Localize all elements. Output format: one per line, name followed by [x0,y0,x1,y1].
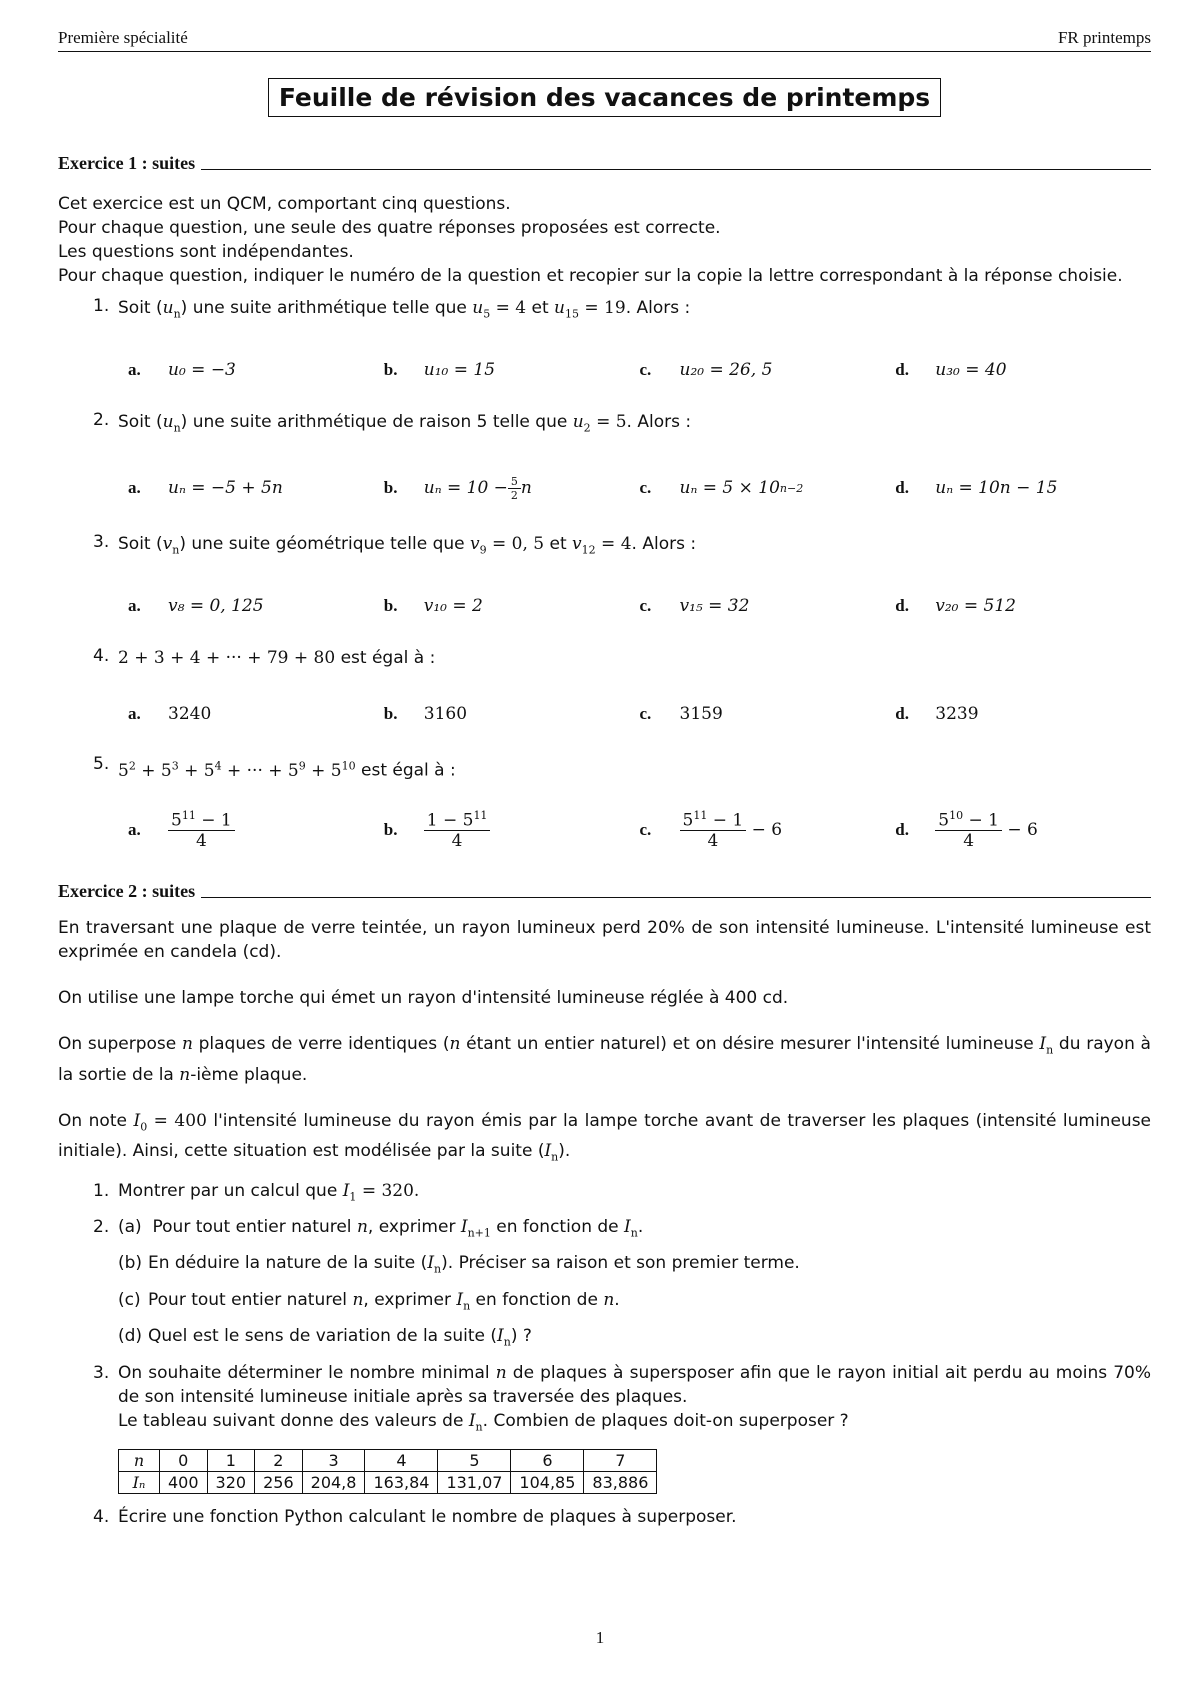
heading-rule [201,897,1151,898]
intro-line: Pour chaque question, une seule des quatre réponses proposées est correcte. [58,218,721,238]
answer-b: b. v₁₀ = 2 [383,596,483,617]
answer-d: d. v₂₀ = 512 [895,596,1016,617]
question-text: Soit $(v_n)$ une suite géométrique telle que $v_9 = 0$, 5 et $v_{12} = 4$. Alors : [118,533,697,557]
question-5 [58,754,1151,851]
question-2 [58,410,1151,501]
task-2: 2. (a) Pour tout entier naturel n, exprimer $I_{n+1}$ en fonction de $I_n$. [93,1217,644,1240]
answer-d: d. uₙ = 10n − 15 [895,478,1058,499]
answer-row [58,809,1151,852]
answer-c: c. $\frac{5^{11} - 1}{4}$ − 6 [639,808,783,852]
question-3 [58,532,1151,616]
header-left: Première spécialité [58,28,188,47]
answer-a: a. u₀ = −3 [128,360,236,381]
question-list [58,296,1151,851]
question-text: $5^2 + 5^3 + 5^4$ + ··· + $5^9 + 5^{10}$ est égal à : [118,759,456,781]
table-row: Iₙ 400 320 256 204,8 163,84 131,07 104,85 83,886 [119,1472,657,1494]
answer-row [58,596,1151,616]
question-number: 2. [93,410,110,431]
task-3: 3. On souhaite déterminer le nombre minimal n de plaques à supersposer afin que le rayon initial ait perdu au moins 70% de son intensité lumineuse initiale après sa traversée des plaques. Le tableau suivant donne des valeurs de $I_n$. Combien de plaques doit-on superposer ? [93,1362,1151,1433]
paragraph: On utilise une lampe torche qui émet un rayon d'intensité lumineuse réglée à 400 cd. [58,988,789,1009]
answer-a: a. uₙ = −5 + 5n [128,478,283,499]
paragraph: On note $I_0 = 400$ l'intensité lumineuse du rayon émis par la lampe torche avant de traverser les plaques (intensité lumineuse initiale). Ainsi, cette situation est modélisée par la suite $(I_n)$. [58,1110,1152,1164]
task-1: 1. Montrer par un calcul que $I_1 = 320$. [93,1180,420,1204]
values-table [118,1449,657,1494]
answer-b: b. $\frac{1 - 5^{11}}{4}$ [384,809,640,852]
paragraph: On superpose n plaques de verre identiques (n étant un entier naturel) et on désire mesurer l'intensité lumineuse $I_n$ du rayon à la sortie de la n-ième plaque. [58,1034,1151,1085]
question-number: 5. [93,754,110,775]
exercise-2-title: Exercice 2 : suites [58,881,196,902]
answer-row [58,704,1151,724]
answer-d: d. 3239 [895,704,979,725]
answer-a: a. $\frac{5^{11} - 1}{4}$ [128,809,384,852]
title-area [58,78,1151,117]
question-number: 3. [93,531,110,552]
question-1 [58,296,1151,380]
question-text: Soit $(u_n)$ une suite arithmétique de raison 5 telle que $u_2 = 5$. Alors : [118,412,692,435]
answer-c: c. uₙ = 5 × 10 n−2 [639,478,804,499]
answer-b: b. uₙ = 10 − $\frac{5}{2}$ n [383,474,532,502]
question-number: 4. [93,646,110,667]
exercise-1-intro [58,192,1151,288]
document-page [58,28,1151,1532]
task-list [58,1176,1151,1532]
answer-c: c. 3159 [639,704,723,725]
task-4: 4. Écrire une fonction Python calculant le nombre de plaques à superposer. [93,1507,737,1527]
paragraph: En traversant une plaque de verre teintée, un rayon lumineux perd 20% de son intensité lumineuse. L'intensité lumineuse est exprimée en candela (cd). [58,918,1151,963]
answer-row [58,475,1151,502]
question-number: 1. [93,296,110,316]
exercise-2-heading [58,881,1151,902]
intro-line: Cet exercice est un QCM, comportant cinq questions. [58,194,511,214]
task-2c: (c) Pour tout entier naturel n, exprimer $I_n$ en fonction de n. [118,1289,620,1313]
question-text: 2 + 3 + 4 + ··· + 79 + 80 est égal à : [118,648,436,669]
document-title: Feuille de révision des vacances de printemps [268,78,941,117]
answer-b: b. u₁₀ = 15 [383,360,496,381]
task-2d: (d) Quel est le sens de variation de la suite $(I_n)$ ? [118,1326,532,1349]
intro-line: Pour chaque question, indiquer le numéro de la question et recopier sur la copie la lettre correspondant à la réponse choisie. [58,266,1123,286]
question-text: Soit $(u_n)$ une suite arithmétique telle que $u_5 = 4$ et $u_{15} = 19$. Alors : [118,298,691,321]
header-right: FR printemps [1057,28,1151,47]
exercise-1-title: Exercice 1 : suites [58,153,196,173]
answer-b: b. 3160 [383,704,468,725]
task-2b: (b) En déduire la nature de la suite $(I_n)$. Préciser sa raison et son premier terme. [118,1253,800,1276]
answer-c: c. v₁₅ = 32 [639,596,750,617]
running-header [58,28,1151,52]
exercise-2-body [58,916,1151,1532]
exercise-1-heading [58,153,1151,174]
page-number: 1 [595,1628,605,1647]
answer-c: c. u₂₀ = 26, 5 [639,360,773,381]
answer-d: d. $\frac{5^{10} - 1}{4}$ − 6 [895,808,1038,852]
intro-line: Les questions sont indépendantes. [58,242,354,262]
fraction: $\frac{5}{2}$ [508,475,521,502]
heading-rule [201,169,1151,170]
answer-a: a. v₈ = 0, 125 [128,596,264,617]
answer-a: a. 3240 [128,704,212,725]
table-row: n 0 1 2 3 4 5 6 7 [119,1450,657,1472]
answer-d: d. u₃₀ = 40 [895,360,1007,381]
question-4 [58,646,1151,724]
answer-row [58,360,1151,380]
